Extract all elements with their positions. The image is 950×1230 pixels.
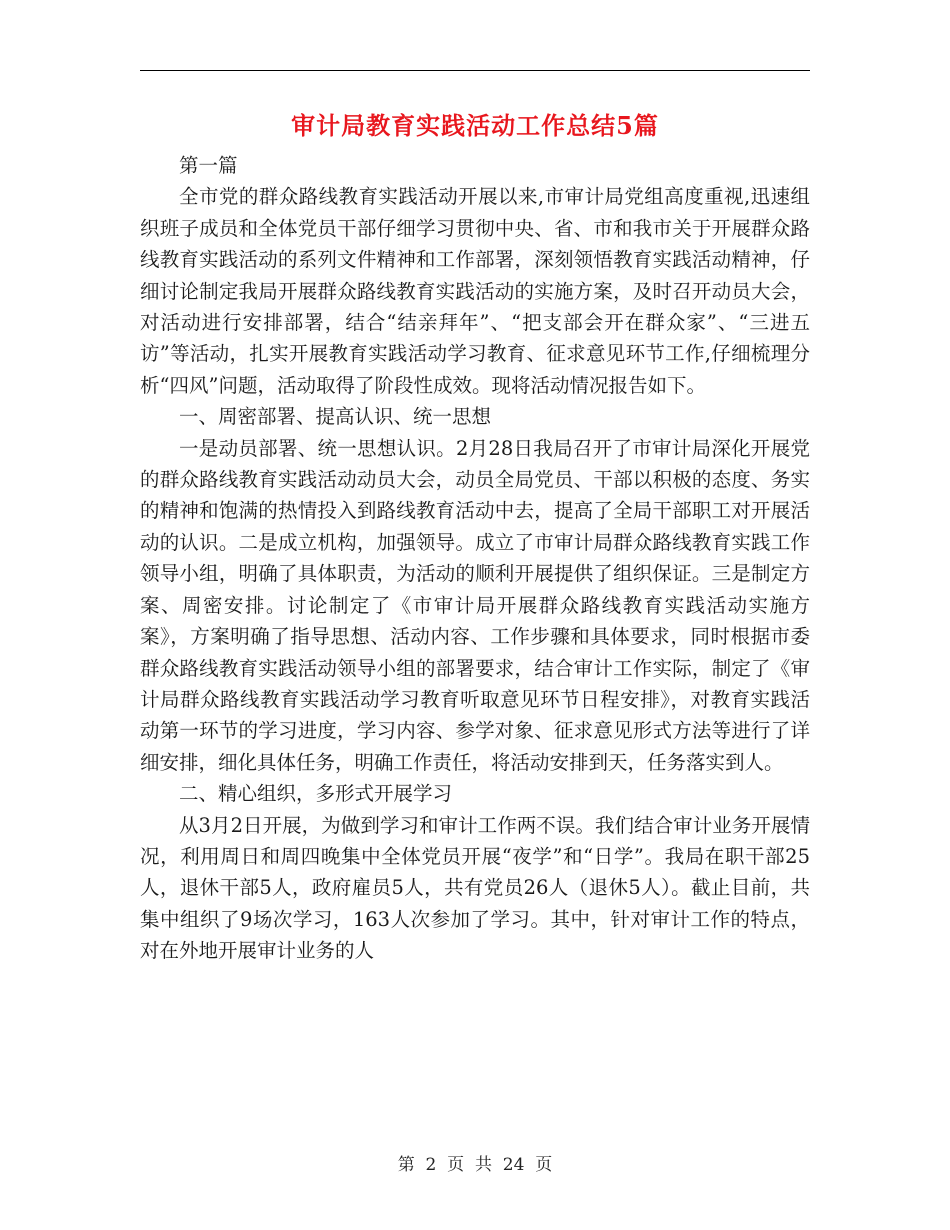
section-heading: 一、周密部署、提高认识、统一思想 xyxy=(179,405,492,429)
section-heading: 第一篇 xyxy=(179,154,238,177)
body-paragraph: 从3月2日开展，为做到学习和审计工作两不误。我们结合审计业务开展情况，利用周日和周四晚集中全体党员开展“夜学”和“日学”。我局在职干部25人，退休干部5人，政府雇员5人，共有党员26人（退休5人）。截止目前，共集中组织了9场次学习，163人次参加了学习。其中，针对审计工作的特点，对在外地开展审计业务的人 xyxy=(140,813,810,963)
body-paragraph: 全市党的群众路线教育实践活动开展以来,市审计局党组高度重视,迅速组织班子成员和全体党员干部仔细学习贯彻中央、省、市和我市关于开展群众路线教育实践活动的系列文件精神和工作部署，深刻领悟教育实践活动精神，仔细讨论制定我局开展群众路线教育实践活动的实施方案，及时召开动员大会，对活动进行安排部署，结合“结亲拜年”、“把支部会开在群众家”、“三进五访”等活动，扎实开展教育实践活动学习教育、征求意见环节工作,仔细梳理分析“四风”问题，活动取得了阶段性成效。现将活动情况报告如下。 xyxy=(140,185,810,397)
body-paragraph: 一是动员部署、统一思想认识。2月28日我局召开了市审计局深化开展党的群众路线教育实践活动动员大会，动员全局党员、干部以积极的态度、务实的精神和饱满的热情投入到路线教育活动中去，提高了全局干部职工对开展活动的认识。二是成立机构，加强领导。成立了市审计局群众路线教育实践工作领导小组，明确了具体职责，为活动的顺利开展提供了组织保证。三是制定方案、周密安排。讨论制定了《市审计局开展群众路线教育实践活动实施方案》，方案明确了指导思想、活动内容、工作步骤和具体要求，同时根据市委群众路线教育实践活动领导小组的部署要求，结合审计工作实际，制定了《审计局群众路线教育实践活动学习教育听取意见环节日程安排》，对教育实践活动第一环节的学习进度，学习内容、参学对象、征求意见形式方法等进行了详细安排，细化具体任务，明确工作责任，将活动安排到天，任务落实到人。 xyxy=(140,436,810,774)
section-heading: 二、精心组织，多形式开展学习 xyxy=(179,782,453,806)
document-title: 审计局教育实践活动工作总结5篇 xyxy=(291,111,659,140)
header-rule xyxy=(140,70,810,71)
document-body xyxy=(140,150,810,967)
page-number-footer xyxy=(140,1153,810,1177)
page-number-label: 第 2 页 共 24 页 xyxy=(397,1155,553,1175)
